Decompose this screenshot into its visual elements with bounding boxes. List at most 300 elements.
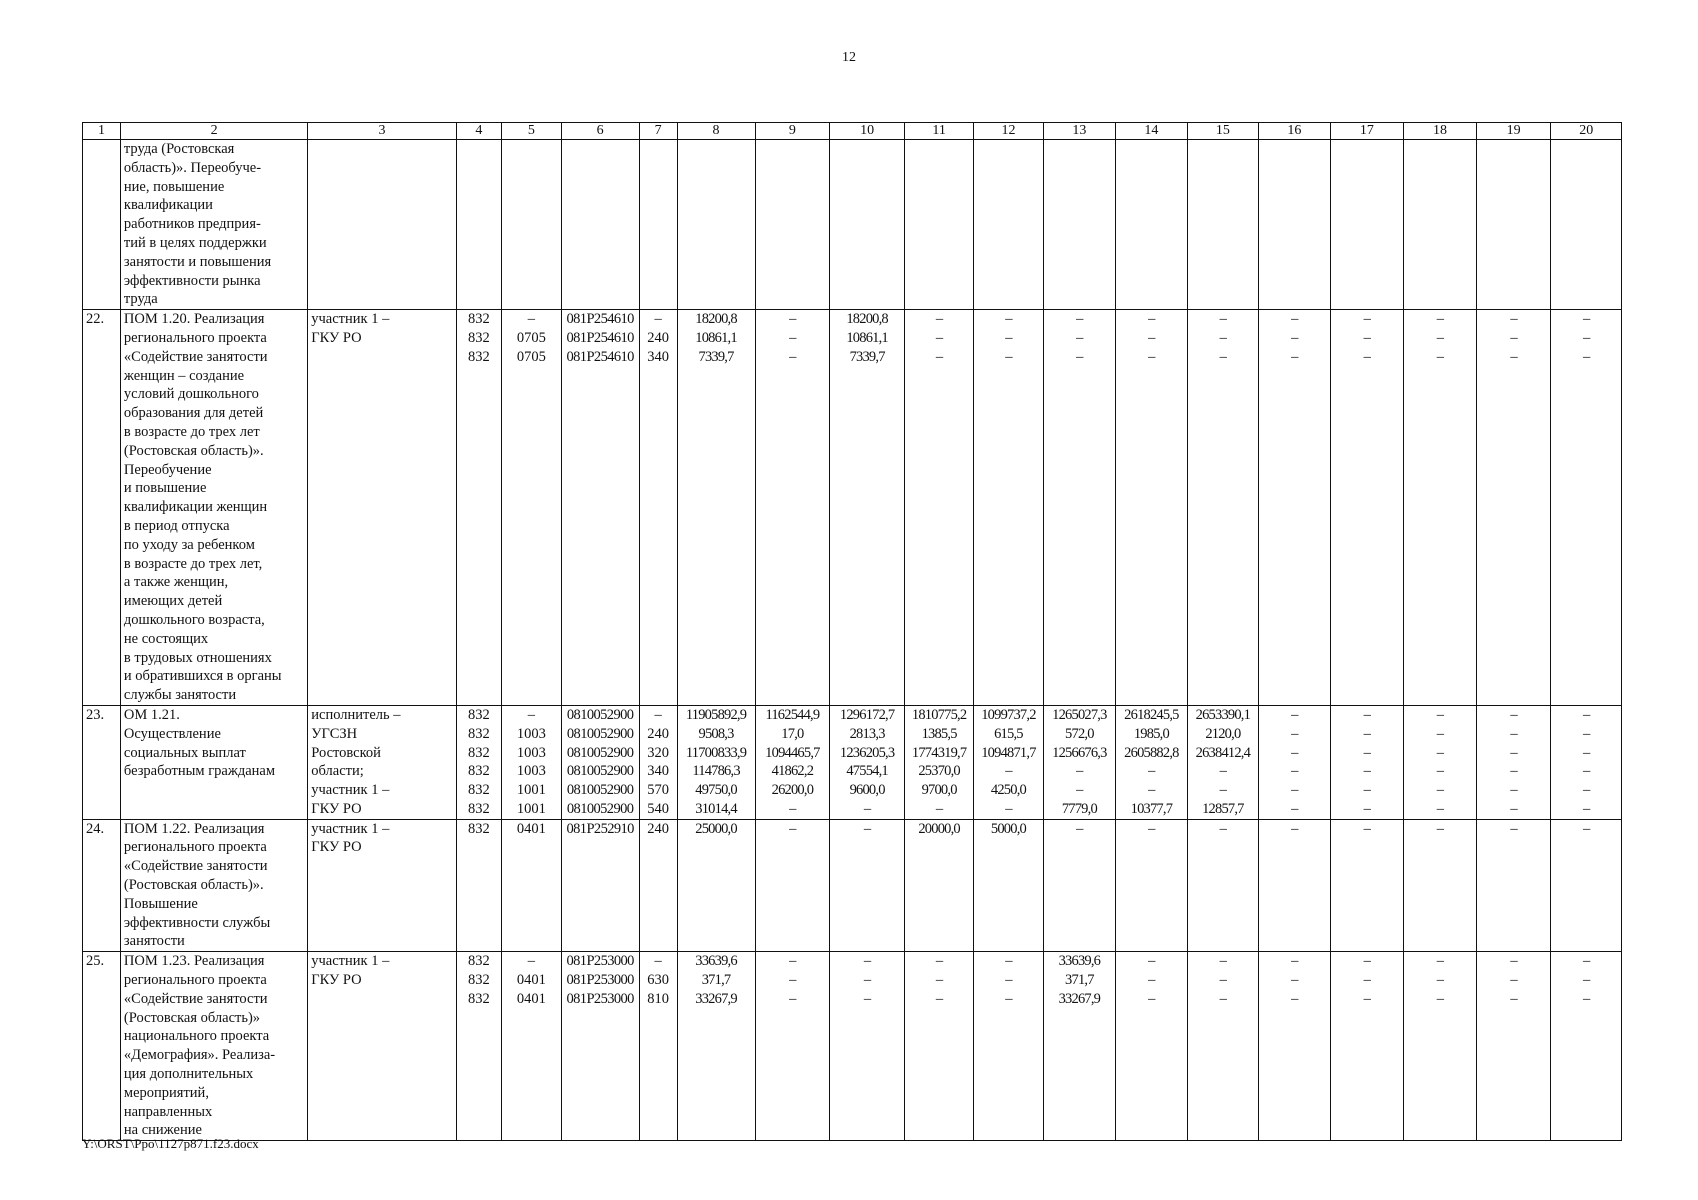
cell-value: – [1583,763,1590,780]
cell-value: – [1363,311,1371,328]
cell-value: – [1148,348,1155,365]
cell-value: 240 [647,725,669,742]
data-cell-col-13 [1043,140,1116,310]
data-cell-col-14 [1116,952,1187,1141]
cell-value: 832 [468,800,490,817]
cell-value: – [1076,329,1083,346]
data-cell-col-8 [677,140,755,310]
data-cell-col-20 [1551,705,1622,819]
data-cell-col-5 [502,952,562,1141]
data-cell-col-18 [1404,310,1477,706]
cell-value: – [1291,972,1298,989]
cell-value: 1099737,2 [981,706,1036,723]
cell-value: 540 [647,800,669,817]
row-number: 22. [83,310,121,706]
measure-name: ПОМ 1.23. Реализация регионального проекта «Содействие занятости (Ростовская область)» национального проекта «Демография». Реализа- ция дополнительных мероприятий, направленных на снижение [120,952,307,1141]
cell-value: – [1510,744,1517,761]
cell-value: – [1583,329,1590,346]
column-header: 10 [830,123,905,140]
cell-value: – [654,311,662,328]
cell-value: – [1219,782,1227,799]
data-cell-col-11 [904,310,973,706]
cell-value: – [1076,311,1083,328]
cell-value: 832 [468,782,490,799]
cell-value: – [935,329,943,346]
data-cell-col-8 [677,310,755,706]
budget-table [82,122,1622,1141]
cell-value: 2120,0 [1205,725,1241,742]
data-cell-col-20 [1551,819,1622,952]
table-row [83,140,1622,310]
cell-value: 41862,2 [771,763,814,780]
cell-value: – [1005,329,1012,346]
data-cell-col-4 [456,819,501,952]
measure-name: ОМ 1.21. Осуществление социальных выплат безработным гражданам [120,705,307,819]
cell-value: – [1219,763,1227,780]
data-cell-col-9 [755,310,830,706]
cell-value: 832 [468,348,490,365]
cell-value: – [1436,990,1444,1007]
cell-value: 615,5 [994,725,1023,742]
cell-value: 0810052900 [566,744,634,761]
column-header: 3 [308,123,456,140]
cell-value: – [1510,725,1517,742]
cell-value: – [1363,725,1371,742]
cell-value: – [1291,953,1298,970]
cell-value: – [1363,820,1371,837]
executor: участник 1 – ГКУ РО [308,819,456,952]
cell-value: – [1583,782,1590,799]
data-cell-col-9 [755,140,830,310]
cell-value: – [1436,348,1444,365]
column-header: 14 [1116,123,1187,140]
cell-value: 11905892,9 [685,706,747,723]
cell-value: – [1219,953,1227,970]
cell-value: – [1291,329,1298,346]
cell-value: 2618245,5 [1124,706,1179,723]
cell-value: – [1291,782,1298,799]
data-cell-col-12 [974,705,1043,819]
data-cell-col-9 [755,819,830,952]
data-cell-col-14 [1116,140,1187,310]
cell-value: 2813,3 [849,725,885,742]
cell-value: – [1148,990,1155,1007]
cell-value: 25370,0 [918,763,960,780]
cell-value: 832 [468,725,490,742]
data-cell-col-12 [974,819,1043,952]
column-header: 2 [120,123,307,140]
cell-value: – [1219,311,1227,328]
cell-value: – [1291,763,1298,780]
cell-value: – [1436,953,1444,970]
cell-value: 0705 [516,348,546,365]
data-cell-col-15 [1187,952,1258,1141]
data-cell-col-7 [639,952,677,1141]
data-cell-col-11 [904,952,973,1141]
cell-value: – [1583,706,1590,723]
data-cell-col-6 [561,952,639,1141]
data-cell-col-19 [1476,140,1551,310]
cell-value: – [789,990,796,1007]
cell-value: 832 [468,763,490,780]
data-cell-col-10 [830,310,905,706]
cell-value: 0401 [516,972,546,989]
data-cell-col-14 [1116,819,1187,952]
data-cell-col-18 [1404,140,1477,310]
data-cell-col-20 [1551,140,1622,310]
data-cell-col-12 [974,310,1043,706]
data-cell-col-15 [1187,705,1258,819]
cell-value: – [863,820,871,837]
data-cell-col-4 [456,952,501,1141]
cell-value: 12857,7 [1202,800,1244,817]
cell-value: – [1219,348,1227,365]
table-row [83,310,1622,706]
cell-value: – [935,311,943,328]
column-header: 9 [755,123,830,140]
data-cell-col-16 [1259,952,1330,1141]
cell-value: 4250,0 [990,782,1026,799]
cell-value: – [654,953,662,970]
data-cell-col-20 [1551,310,1622,706]
cell-value: 081P252910 [566,820,634,837]
data-cell-col-8 [677,705,755,819]
data-cell-col-4 [456,310,501,706]
cell-value: – [935,348,943,365]
cell-value: – [863,972,871,989]
data-cell-col-17 [1330,819,1404,952]
cell-value: – [1583,725,1590,742]
cell-value: – [1363,706,1371,723]
footer-file-path: Y:\ORST\Ppo\1127p871.f23.docx [82,1136,259,1151]
cell-value: 240 [647,329,669,346]
cell-value: 0810052900 [566,782,634,799]
cell-value: – [789,953,796,970]
data-cell-col-17 [1330,952,1404,1141]
cell-value: – [1291,725,1298,742]
cell-value: – [1510,800,1517,817]
cell-value: – [789,311,796,328]
cell-value: – [1148,311,1155,328]
cell-value: – [527,311,536,328]
executor: исполнитель – УГСЗН Ростовской области; участник 1 – ГКУ РО [308,705,456,819]
measure-name: ПОМ 1.20. Реализация регионального проекта «Содействие занятости женщин – создание условий дошкольного образования для детей в возрасте до трех лет (Ростовская область)». Переобучение и повышение квалификации женщин в период отпуска по уходу за ребенком в возрасте до трех лет, а также женщин, имеющих детей дошкольного возраста, не состоящих в трудовых отношениях и обратившихся в органы службы занятости [120,310,307,706]
cell-value: – [1291,348,1298,365]
cell-value: 081P254610 [566,348,634,365]
cell-value: – [1510,706,1517,723]
data-cell-col-10 [830,952,905,1141]
cell-value: 1385,5 [921,725,957,742]
cell-value: – [1363,953,1371,970]
column-header: 5 [502,123,562,140]
data-cell-col-12 [974,140,1043,310]
cell-value: 572,0 [1065,725,1094,742]
cell-value: – [1510,348,1517,365]
row-number: 25. [83,952,121,1141]
cell-value: – [863,800,871,817]
cell-value: – [1436,972,1444,989]
cell-value: 320 [647,744,669,761]
cell-value: – [1583,820,1590,837]
cell-value: 1003 [516,763,546,780]
data-cell-col-11 [904,705,973,819]
cell-value: 1001 [516,800,546,817]
data-cell-col-10 [830,705,905,819]
cell-value: 1265027,3 [1052,706,1107,723]
cell-value: – [863,953,871,970]
cell-value: – [1510,763,1517,780]
cell-value: – [1583,348,1590,365]
data-cell-col-14 [1116,310,1187,706]
data-cell-col-13 [1043,705,1116,819]
cell-value: 081P253000 [566,953,634,970]
cell-value: 832 [468,953,490,970]
data-cell-col-8 [677,819,755,952]
data-cell-col-6 [561,310,639,706]
data-cell-col-7 [639,140,677,310]
data-cell-col-16 [1259,310,1330,706]
cell-value: – [1436,820,1444,837]
column-header: 16 [1259,123,1330,140]
cell-value: – [935,990,943,1007]
cell-value: 9700,0 [921,782,957,799]
data-cell-col-12 [974,952,1043,1141]
cell-value: 1162544,9 [765,706,820,723]
measure-name: ПОМ 1.22. Реализация регионального проекта «Содействие занятости (Ростовская область)». Повышение эффективности службы занятости [120,819,307,952]
column-header: 6 [561,123,639,140]
cell-value: – [1436,311,1444,328]
cell-value: 832 [468,311,490,328]
cell-value: – [1510,820,1517,837]
cell-value: 832 [468,706,490,723]
cell-value: 1003 [516,725,546,742]
executor [308,140,456,310]
cell-value: 17,0 [781,725,804,742]
column-header: 11 [904,123,973,140]
data-cell-col-6 [561,140,639,310]
data-cell-col-16 [1259,140,1330,310]
cell-value: 340 [647,763,669,780]
cell-value: 20000,0 [918,820,960,837]
cell-value: – [1436,725,1444,742]
cell-value: – [1219,972,1227,989]
cell-value: – [1363,329,1371,346]
cell-value: – [1436,782,1444,799]
data-cell-col-18 [1404,705,1477,819]
cell-value: 1810775,2 [911,706,967,723]
cell-value: – [1363,744,1371,761]
cell-value: 1774319,7 [911,744,967,761]
cell-value: – [1363,763,1371,780]
cell-value: – [1510,329,1517,346]
cell-value: 810 [647,990,669,1007]
cell-value: 9600,0 [849,782,885,799]
cell-value: 0810052900 [566,763,634,780]
cell-value: 2638412,4 [1195,744,1251,761]
cell-value: – [1510,782,1517,799]
cell-value: 33267,9 [1058,990,1101,1007]
cell-value: – [1583,990,1590,1007]
data-cell-col-14 [1116,705,1187,819]
cell-value: – [1436,763,1444,780]
cell-value: 10377,7 [1130,800,1173,817]
cell-value: 31014,4 [695,800,737,817]
data-cell-col-17 [1330,705,1404,819]
cell-value: – [1291,706,1298,723]
cell-value: 832 [468,329,490,346]
cell-value: 630 [647,972,669,989]
row-number: 23. [83,705,121,819]
table-row [83,952,1622,1141]
cell-value: – [1005,972,1012,989]
cell-value: – [1583,953,1590,970]
cell-value: – [1219,820,1227,837]
column-header: 17 [1330,123,1404,140]
data-cell-col-5 [502,705,562,819]
data-cell-col-5 [502,310,562,706]
cell-value: – [789,348,796,365]
cell-value: 340 [647,348,669,365]
cell-value: 49750,0 [695,782,737,799]
measure-name: труда (Ростовская область)». Переобуче- ние, повышение квалификации работников предприя- тий в целях поддержки занятости и повышения эффективности рынка труда [120,140,307,310]
table-row [83,819,1622,952]
column-header: 20 [1551,123,1622,140]
cell-value: – [1005,763,1012,780]
cell-value: 1001 [516,782,546,799]
cell-value: – [1148,972,1155,989]
cell-value: 081P254610 [566,329,634,346]
data-cell-col-4 [456,140,501,310]
cell-value: – [1363,782,1371,799]
cell-value: – [1076,763,1083,780]
cell-value: – [1291,744,1298,761]
cell-value: 081P254610 [566,311,634,328]
cell-value: 832 [468,972,490,989]
executor: участник 1 – ГКУ РО [308,952,456,1141]
cell-value: – [1148,763,1155,780]
cell-value: 2605882,8 [1124,744,1179,761]
cell-value: 832 [468,820,490,837]
data-cell-col-19 [1476,705,1551,819]
row-number: 24. [83,819,121,952]
column-header: 18 [1404,123,1477,140]
cell-value: 081P253000 [566,990,634,1007]
row-number [83,140,121,310]
column-header: 8 [677,123,755,140]
cell-value: 0705 [516,329,546,346]
data-cell-col-16 [1259,705,1330,819]
cell-value: 832 [468,744,490,761]
data-cell-col-7 [639,819,677,952]
data-cell-col-7 [639,705,677,819]
cell-value: 33639,6 [695,953,737,970]
data-cell-col-15 [1187,819,1258,952]
cell-value: 1256676,3 [1052,744,1107,761]
cell-value: – [1076,348,1083,365]
cell-value: – [1005,990,1012,1007]
data-cell-col-17 [1330,310,1404,706]
header-row [83,123,1622,140]
cell-value: – [1363,990,1371,1007]
table-row [83,705,1622,819]
cell-value: 1003 [516,744,546,761]
cell-value: – [654,706,662,723]
data-cell-col-5 [502,140,562,310]
cell-value: – [935,972,943,989]
cell-value: – [863,990,871,1007]
cell-value: – [1076,782,1083,799]
cell-value: 1094465,7 [765,744,820,761]
data-cell-col-9 [755,705,830,819]
data-cell-col-17 [1330,140,1404,310]
column-header: 7 [639,123,677,140]
cell-value: 0810052900 [566,725,634,742]
cell-value: – [789,972,796,989]
cell-value: – [1510,953,1517,970]
cell-value: 371,7 [1065,972,1094,989]
cell-value: 7339,7 [698,348,734,365]
data-cell-col-19 [1476,819,1551,952]
cell-value: 2653390,1 [1195,706,1251,723]
cell-value: 0401 [516,820,546,837]
cell-value: 25000,0 [695,820,737,837]
page-number: 12 [842,50,856,65]
cell-value: – [1363,972,1371,989]
cell-value: 7779,0 [1061,800,1097,817]
cell-value: 5000,0 [990,820,1026,837]
cell-value: – [1436,744,1444,761]
data-cell-col-16 [1259,819,1330,952]
data-cell-col-18 [1404,819,1477,952]
data-cell-col-10 [830,819,905,952]
cell-value: – [935,953,943,970]
data-cell-col-19 [1476,952,1551,1141]
cell-value: – [1436,329,1444,346]
cell-value: – [1291,820,1298,837]
column-header: 1 [83,123,121,140]
cell-value: 371,7 [701,972,731,989]
data-cell-col-11 [904,819,973,952]
column-header: 4 [456,123,501,140]
cell-value: 26200,0 [771,782,814,799]
cell-value: 240 [647,820,669,837]
cell-value: 10861,1 [695,329,737,346]
data-cell-col-15 [1187,140,1258,310]
cell-value: – [1219,329,1227,346]
data-cell-col-13 [1043,819,1116,952]
cell-value: 0401 [516,990,546,1007]
cell-value: – [1583,311,1590,328]
data-cell-col-19 [1476,310,1551,706]
cell-value: 0810052900 [566,706,634,723]
cell-value: – [527,953,536,970]
data-cell-col-4 [456,705,501,819]
data-cell-col-8 [677,952,755,1141]
cell-value: – [1005,311,1012,328]
cell-value: – [1005,953,1012,970]
cell-value: – [1005,348,1012,365]
cell-value: 081P253000 [566,972,634,989]
data-cell-col-5 [502,819,562,952]
cell-value: – [1436,800,1444,817]
cell-value: – [1291,311,1298,328]
cell-value: – [789,800,796,817]
cell-value: – [789,820,796,837]
column-header: 13 [1043,123,1116,140]
cell-value: 33267,9 [695,990,737,1007]
data-cell-col-20 [1551,952,1622,1141]
cell-value: – [1291,800,1298,817]
